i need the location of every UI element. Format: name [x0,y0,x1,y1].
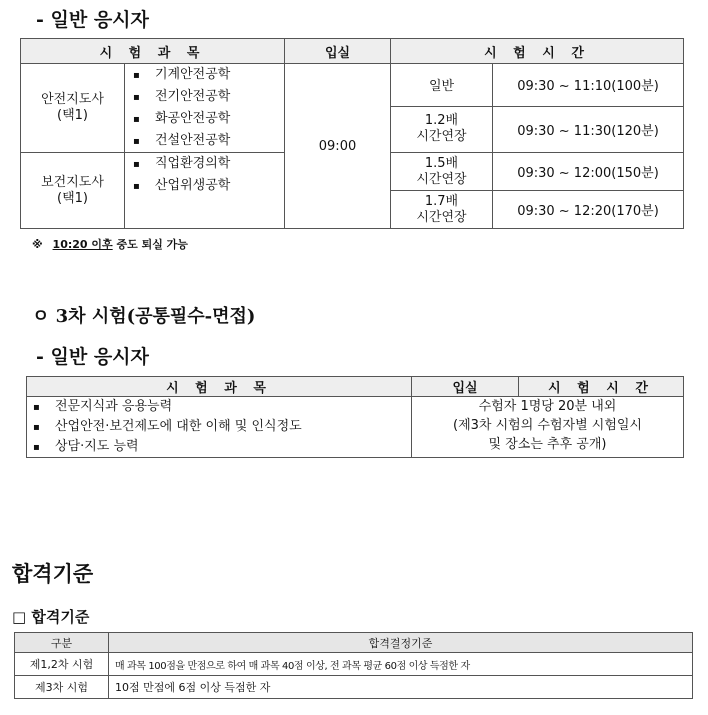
list-item: ▪ 산업안전·보건제도에 대한 이해 및 인식정도 [33,417,411,437]
type-line: 시간연장 [416,209,467,225]
subject-list-safety [125,64,285,153]
table-row [21,64,684,107]
table-header-row [21,39,684,64]
type-cell [391,106,493,152]
subject-header: 시 험 과 목 [21,39,285,64]
list-item: ▪ 상담·지도 능력 [33,437,411,457]
note-mark: ※ [32,238,43,251]
time-cell: 09:30 ~ 12:20(170분) [493,191,684,229]
section2-heading: - 일반 응시자 [36,346,149,368]
criteria-header: 합격결정기준 [109,633,693,653]
time-cell: 09:30 ~ 11:10(100분) [493,64,684,107]
entry-time: 09:00 [285,64,391,229]
table-header-row [15,633,693,653]
time-header: 시 험 시 간 [519,377,684,397]
type-line: 시간연장 [416,129,467,145]
table-row [15,653,693,676]
interview-table [26,376,684,458]
pass-criteria-title: 합격기준 [12,562,94,586]
type-line: 1.5배 [424,155,459,171]
time-cell: 09:30 ~ 11:30(120분) [493,106,684,152]
info-line: 수험자 1명당 20분 내외 [478,399,617,414]
table-row [15,676,693,699]
type-cell [391,191,493,229]
category-cell: 제1,2차 시험 [15,653,109,676]
category-cell: 제3차 시험 [15,676,109,699]
pass-criteria-subtitle: □ 합격기준 [12,608,90,626]
group-name: 안전지도사 [41,92,104,107]
type-cell [391,153,493,191]
list-item: ▪ 건설안전공학 [133,130,284,152]
info-line: 및 장소는 추후 공개) [488,437,607,452]
table-row [27,397,684,458]
interview-subjects [27,397,412,458]
group-choice: (택1) [57,108,88,123]
group-choice: (택1) [57,190,88,206]
group-safety-cell [21,64,125,153]
info-line: (제3차 시험의 수험자별 시험일시 [453,418,642,433]
table-header-row [27,377,684,397]
section1-heading: - 일반 응시자 [36,9,149,31]
subject-list-health [125,153,285,229]
note-time: 10:20 이후 [52,238,113,251]
list-item: ▪ 전문지식과 응용능력 [33,397,411,417]
group-name: 보건지도사 [41,174,104,190]
list-item: ▪ 산업위생공학 [133,175,284,197]
time-header: 시 험 시 간 [391,39,684,64]
list-item: ▪ 화공안전공학 [133,108,284,130]
exam-schedule-table [20,38,684,229]
category-header: 구분 [15,633,109,653]
entry-header: 입실 [412,377,519,397]
type-line: 시간연장 [416,171,467,187]
criteria-cell: 매 과목 100점을 만점으로 하여 매 과목 40점 이상, 전 과목 평균 60점 이상 득점한 자 [109,653,693,676]
list-item: ▪ 직업환경의학 [133,153,284,175]
pass-criteria-table [14,632,693,699]
section2-title: ㅇ 3차 시험(공통필수-면접) [32,306,256,327]
entry-header: 입실 [285,39,391,64]
list-item: ▪ 전기안전공학 [133,86,284,108]
type-cell: 일반 [391,64,493,107]
type-line: 1.7배 [424,193,459,209]
list-item: ▪ 기계안전공학 [133,64,284,86]
type-line: 1.2배 [424,113,459,129]
note-text: 중도 퇴실 가능 [116,238,188,251]
early-exit-note [32,236,188,252]
interview-info [412,397,684,458]
time-cell: 09:30 ~ 12:00(150분) [493,153,684,191]
group-health-cell [21,153,125,229]
subject-header: 시 험 과 목 [27,377,412,397]
criteria-cell: 10점 만점에 6점 이상 득점한 자 [109,676,693,699]
